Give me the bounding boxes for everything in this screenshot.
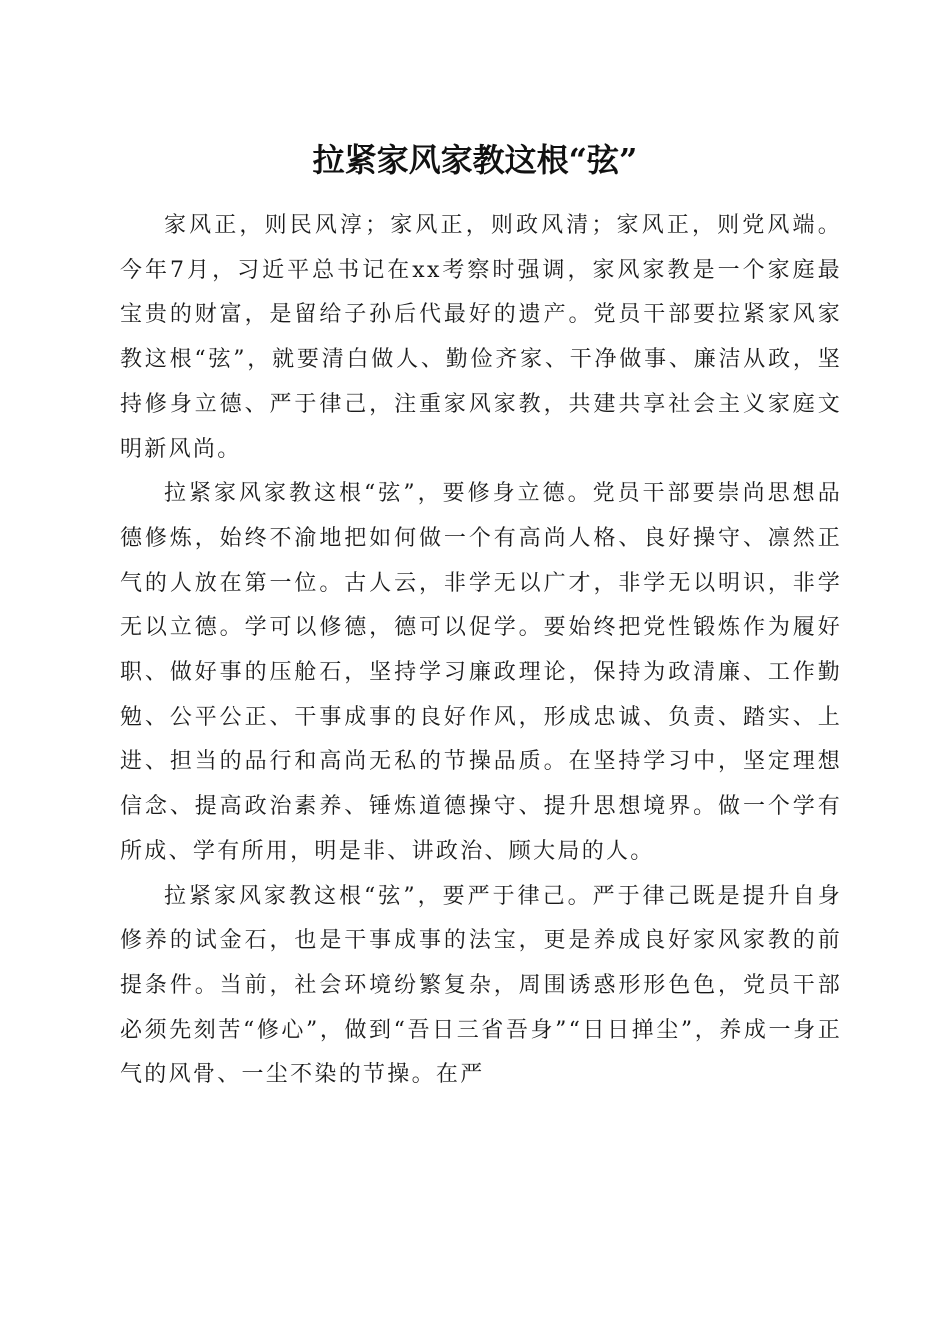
paragraph: 拉紧家风家教这根“弦”，要严于律己。严于律己既是提升自身修养的试金石，也是干事成事的法宝，更是养成良好家风家教的前提条件。当前，社会环境纷繁复杂，周围诱惑形形色色，党员干部必须先刻苦“修心”，做到“吾日三省吾身”“日日掸尘”，养成一身正气的风骨、一尘不染的节操。在严	[120, 883, 842, 1088]
document-body	[120, 204, 842, 1098]
paragraph: 拉紧家风家教这根“弦”，要修身立德。党员干部要崇尚思想品德修炼，始终不渝地把如何做一个有高尚人格、良好操守、凛然正气的人放在第一位。古人云，非学无以广才，非学无以明识，非学无以立德。学可以修德，德可以促学。要始终把党性锻炼作为履好职、做好事的压舱石，坚持学习廉政理论，保持为政清廉、工作勤勉、公平公正、干事成事的良好作风，形成忠诚、负责、踏实、上进、担当的品行和高尚无私的节操品质。在坚持学习中，坚定理想信念、提高政治素养、锤炼道德操守、提升思想境界。做一个学有所成、学有所用，明是非、讲政治、顾大局的人。	[120, 481, 842, 864]
document-title: 拉紧家风家教这根“弦”	[312, 141, 638, 179]
paragraph: 家风正，则民风淳；家风正，则政风清；家风正，则党风端。今年7月，习近平总书记在xx考察时强调，家风家教是一个家庭最宝贵的财富，是留给子孙后代最好的遗产。党员干部要拉紧家风家教这根“弦”，就要清白做人、勤俭齐家、干净做事、廉洁从政，坚持修身立德、严于律己，注重家风家教，共建共享社会主义家庭文明新风尚。	[120, 213, 842, 462]
